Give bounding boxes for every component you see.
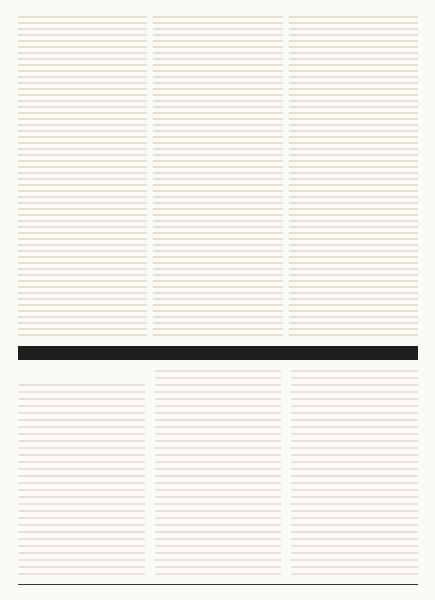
article [18,368,418,580]
listing-column-2 [153,14,282,336]
program-listing [18,14,418,336]
article-title [18,368,145,382]
article-column-3 [291,368,418,580]
listing-column-1 [18,14,147,336]
section-banner [18,346,418,360]
listing-column-3 [289,14,418,336]
article-column-2 [155,368,282,580]
article-column-1 [18,368,145,580]
page-footer [18,584,418,597]
